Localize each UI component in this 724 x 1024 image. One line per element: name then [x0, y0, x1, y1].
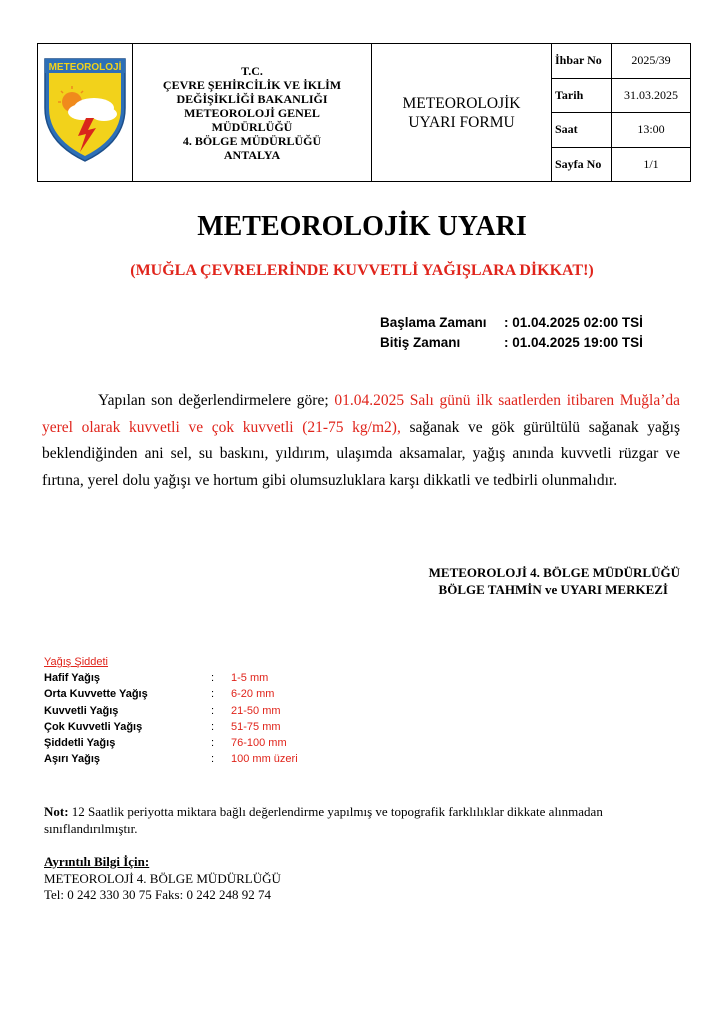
signature-block [429, 564, 680, 598]
start-time-row [380, 313, 643, 333]
org-line: ÇEVRE ŞEHİRCİLİK VE İKLİM [162, 77, 342, 92]
signature-line: METEOROLOJİ 4. BÖLGE MÜDÜRLÜĞÜ [428, 565, 680, 580]
note-text: 12 Saatlik periyotta miktara bağlı değerlendirme yapılmış ve topografik farklılıklar dikkate alınmadan sınıflandırılmıştır. [44, 804, 603, 836]
meta-value-saat: 13:00 [612, 113, 691, 148]
rain-range: 1-5 mm [231, 672, 269, 685]
form-title-line: UYARI FORMU [408, 113, 515, 131]
contact-block [44, 854, 281, 904]
org-line: MÜDÜRLÜĞÜ [211, 119, 293, 134]
meta-label-saat: Saat [552, 113, 612, 148]
list-item: Hafif Yağış : 1-5 mm [44, 670, 298, 686]
rain-range: 76-100 mm [231, 737, 287, 750]
end-time-value: : 01.04.2025 19:00 TSİ [504, 335, 643, 350]
list-item: Orta Kuvvette Yağış : 6-20 mm [44, 686, 298, 702]
meta-value-tarih: 31.03.2025 [612, 78, 691, 113]
start-time-label: Başlama Zamanı [380, 315, 487, 330]
header-table [37, 43, 691, 182]
rain-name: Çok Kuvvetli Yağış [44, 720, 143, 733]
rain-name: Hafif Yağış [44, 672, 101, 685]
page-title: METEOROLOJİK UYARI [197, 211, 527, 242]
logo-text: METEOROLOJİ [48, 62, 122, 73]
list-item: Kuvvetli Yağış : 21-50 mm [44, 703, 298, 719]
list-item: Aşırı Yağış : 100 mm üzeri [44, 751, 298, 767]
rain-intensity-title: Yağış Şiddeti [44, 656, 109, 668]
end-time-row [380, 333, 643, 353]
rain-name: Kuvvetli Yağış [44, 704, 119, 717]
org-line: T.C. [241, 63, 263, 78]
signature-line: BÖLGE TAHMİN ve UYARI MERKEZİ [438, 582, 668, 597]
logo-cell [38, 44, 133, 182]
contact-line: Tel: 0 242 330 30 75 Faks: 0 242 248 92 74 [44, 887, 271, 902]
org-line: METEOROLOJİ GENEL [184, 105, 320, 120]
meta-value-ihbar: 2025/39 [612, 44, 691, 79]
list-item: Şiddetli Yağış : 76-100 mm [44, 735, 298, 751]
rain-name: Aşırı Yağış [44, 753, 101, 766]
rain-intensity-table [44, 654, 298, 767]
meta-label-sayfa: Sayfa No [552, 147, 612, 182]
note [44, 803, 684, 837]
end-time-label: Bitiş Zamanı [380, 335, 461, 350]
time-range [380, 313, 643, 353]
org-line: DEĞİŞİKLİĞİ BAKANLIĞI [176, 91, 328, 106]
meta-value-sayfa: 1/1 [612, 147, 691, 182]
organization-cell [133, 44, 372, 182]
contact-title: Ayrıntılı Bilgi İçin: [44, 854, 150, 869]
body-intro: Yapılan son değerlendirmelere göre; [98, 392, 335, 409]
rain-range: 6-20 mm [231, 688, 275, 701]
org-line: 4. BÖLGE MÜDÜRLÜĞÜ [182, 133, 322, 148]
body-rest: sağanak ve gök gürültülü sağanak yağış beklendiğinden ani sel, su baskını, yıldırım, ulaşımda aksamalar, yağış anında kuvvetli rüzgar ve fırtına, yerel dolu yağışı ve hortum gibi olumsuzluklara karşı dikkatli ve tedbirli olunmalıdır. [42, 418, 680, 489]
rain-range: 100 mm üzeri [231, 753, 298, 766]
warning-subtitle: (MUĞLA ÇEVRELERİNDE KUVVETLİ YAĞIŞLARA DİKKAT!) [130, 262, 594, 279]
meta-label-ihbar: İhbar No [552, 44, 612, 79]
rain-range: 51-75 mm [231, 720, 281, 733]
note-label: Not: [44, 804, 69, 819]
form-title-line: METEOROLOJİK [402, 94, 521, 112]
meteoroloji-logo [42, 56, 128, 164]
list-item: Çok Kuvvetli Yağış : 51-75 mm [44, 719, 298, 735]
rain-range: 21-50 mm [231, 704, 281, 717]
contact-line: METEOROLOJİ 4. BÖLGE MÜDÜRLÜĞÜ [44, 870, 281, 886]
body-highlight: 01.04.2025 Salı günü ilk saatlerden itibaren Muğla’da yerel olarak kuvvetli ve çok kuvvetli (21-75 kg/m2), [42, 392, 680, 436]
start-time-value: : 01.04.2025 02:00 TSİ [504, 315, 643, 330]
form-title-cell [372, 44, 552, 182]
rain-name: Orta Kuvvette Yağış [44, 688, 148, 701]
warning-body [42, 388, 680, 494]
rain-name: Şiddetli Yağış [44, 737, 116, 750]
org-line: ANTALYA [223, 147, 281, 162]
meta-label-tarih: Tarih [552, 78, 612, 113]
